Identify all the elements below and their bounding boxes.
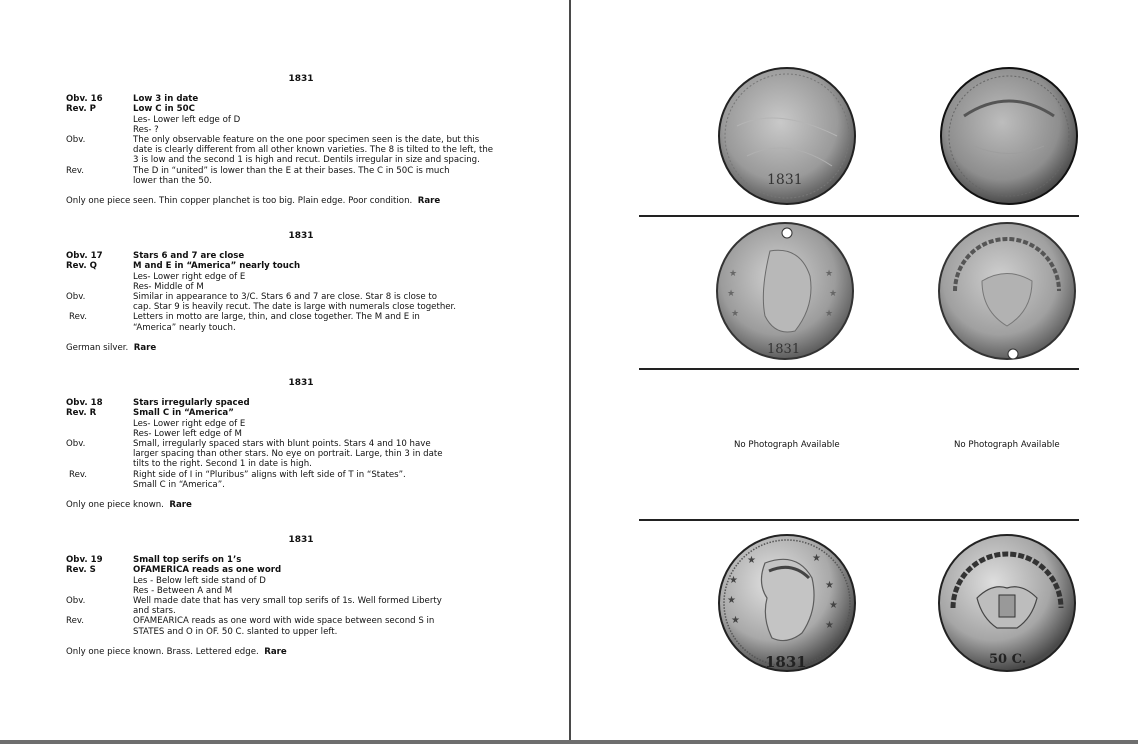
description-line: and stars. <box>133 606 176 617</box>
right-page <box>571 0 1138 740</box>
obverse-row <box>66 398 506 408</box>
reverse-key: Rev. S <box>66 565 96 576</box>
row-divider <box>639 215 1079 217</box>
svg-text:★: ★ <box>825 309 834 319</box>
description-line: “America” nearly touch. <box>133 322 236 333</box>
les-text: Les - Below left side stand of D <box>133 575 266 586</box>
entry-note <box>66 647 506 657</box>
description-line: 3 is low and the second 1 is high and recut. Dentils irregular in size and spacing. <box>133 155 480 166</box>
coin-date-text: 1831 <box>767 172 803 188</box>
entry-year: 1831 <box>288 378 314 388</box>
les-row <box>66 115 506 125</box>
coin-obverse-photo <box>717 66 857 206</box>
obverse-title: Stars irregularly spaced <box>133 398 250 409</box>
svg-text:★: ★ <box>727 595 736 606</box>
rarity-label: Rare <box>264 646 287 657</box>
reverse-description <box>66 470 506 490</box>
note-text: Only one piece known. <box>66 500 164 511</box>
obverse-key: Obv. 19 <box>66 555 103 566</box>
entry-year: 1831 <box>288 535 314 545</box>
reverse-row <box>66 565 506 575</box>
obverse-key: Obv. 17 <box>66 251 103 262</box>
description-line: date is clearly different from all other known varieties. The 8 is tilted to the left, the <box>133 145 494 156</box>
reverse-label: Rev. <box>69 312 88 323</box>
description-line: larger spacing than other stars. No eye on portrait. Large, thin 3 in date <box>133 449 443 460</box>
obverse-description <box>66 135 506 166</box>
res-text: Res- ? <box>133 124 159 135</box>
variety-entry <box>66 378 506 510</box>
reverse-label: Rev. <box>66 165 85 176</box>
reverse-key: Rev. R <box>66 408 97 419</box>
reverse-label: Rev. <box>69 469 88 480</box>
svg-text:★: ★ <box>727 289 736 299</box>
obverse-row <box>66 555 506 565</box>
reverse-title: Low C in 50C <box>133 104 195 115</box>
svg-text:★: ★ <box>825 269 834 279</box>
entry-year: 1831 <box>288 231 314 241</box>
coin-reverse-photo <box>939 66 1079 206</box>
description-line: Right side of I in “Pluribus” aligns with left side of T in “States”. <box>133 469 406 480</box>
obverse-label: Obv. <box>66 439 86 450</box>
reverse-title: Small C in “America” <box>133 408 234 419</box>
les-row <box>66 272 506 282</box>
les-row <box>66 419 506 429</box>
entry-note <box>66 343 506 353</box>
rarity-label: Rare <box>417 196 441 207</box>
description-line: Small C in “America”. <box>133 479 225 490</box>
row-divider <box>639 519 1079 521</box>
reverse-row <box>66 408 506 418</box>
description-line: Small, irregularly spaced stars with blunt points. Stars 4 and 10 have <box>133 439 431 450</box>
obverse-description <box>66 292 506 312</box>
reverse-key: Rev. Q <box>66 261 97 272</box>
reverse-label: Rev. <box>66 616 85 627</box>
les-text: Les- Lower right edge of E <box>133 271 246 282</box>
obverse-key: Obv. 18 <box>66 398 103 409</box>
obverse-title: Stars 6 and 7 are close <box>133 251 245 262</box>
les-text: Les- Lower left edge of D <box>133 114 241 125</box>
svg-text:★: ★ <box>731 615 740 626</box>
description-line: lower than the 50. <box>133 175 212 186</box>
no-photo-obverse: No Photograph Available <box>734 440 840 450</box>
note-text: Only one piece seen. Thin copper planchet is too big. Plain edge. Poor condition. <box>66 196 413 207</box>
row-divider <box>639 368 1079 370</box>
note-text: German silver. <box>66 342 129 353</box>
reverse-title: M and E in “America” nearly touch <box>133 261 301 272</box>
description-line: The only observable feature on the one poor specimen seen is the date, but this <box>133 135 480 146</box>
svg-text:★: ★ <box>747 555 756 566</box>
description-line: OFAMEARICA reads as one word with wide space between second S in <box>133 616 435 627</box>
reverse-row <box>66 104 506 114</box>
obverse-description <box>66 596 506 616</box>
svg-text:★: ★ <box>829 600 838 611</box>
coin-denomination-text: 50 C. <box>989 652 1027 667</box>
no-photo-reverse: No Photograph Available <box>954 440 1060 450</box>
svg-text:★: ★ <box>825 580 834 591</box>
variety-entry <box>66 74 506 206</box>
bottom-bar <box>0 740 1138 744</box>
svg-text:★: ★ <box>729 575 738 586</box>
reverse-description <box>66 312 506 332</box>
res-text: Res- Lower left edge of M <box>133 428 242 439</box>
description-line: The D in “united” is lower than the E at their bases. The C in 50C is much <box>133 165 450 176</box>
obverse-label: Obv. <box>66 596 86 607</box>
res-text: Res - Between A and M <box>133 585 233 596</box>
entry-note <box>66 196 506 206</box>
rarity-label: Rare <box>133 342 157 353</box>
res-row <box>66 429 506 439</box>
svg-text:★: ★ <box>829 289 838 299</box>
obverse-title: Low 3 in date <box>133 94 199 105</box>
description-line: STATES and O in OF. 50 C. slanted to upper left. <box>133 626 338 637</box>
description-line: Well made date that has very small top serifs of 1s. Well formed Liberty <box>133 596 442 607</box>
description-line: Letters in motto are large, thin, and close together. The M and E in <box>133 312 420 323</box>
reverse-description <box>66 616 506 636</box>
obverse-label: Obv. <box>66 135 86 146</box>
res-text: Res- Middle of M <box>133 281 204 292</box>
left-page <box>0 0 569 740</box>
description-line: Similar in appearance to 3/C. Stars 6 and 7 are close. Star 8 is close to <box>133 292 437 303</box>
obverse-row <box>66 94 506 104</box>
coin-reverse-photo <box>937 533 1077 673</box>
variety-entry <box>66 231 506 353</box>
entry-note <box>66 500 506 510</box>
obverse-row <box>66 251 506 261</box>
svg-text:★: ★ <box>825 620 834 631</box>
res-row <box>66 282 506 292</box>
obverse-label: Obv. <box>66 292 86 303</box>
reverse-title: OFAMERICA reads as one word <box>133 565 282 576</box>
reverse-key: Rev. P <box>66 104 96 115</box>
res-row <box>66 125 506 135</box>
obverse-key: Obv. 16 <box>66 94 103 105</box>
coin-obverse-photo <box>717 533 857 673</box>
svg-text:★: ★ <box>731 309 740 319</box>
obverse-description <box>66 439 506 470</box>
note-text: Only one piece known. Brass. Lettered edge. <box>66 646 259 657</box>
coin-date-text: 1831 <box>767 342 801 357</box>
obverse-title: Small top serifs on 1’s <box>133 555 242 566</box>
entry-year: 1831 <box>288 74 314 84</box>
res-row <box>66 586 506 596</box>
variety-entry <box>66 535 506 657</box>
svg-text:★: ★ <box>812 553 821 564</box>
coin-obverse-photo <box>715 221 855 361</box>
les-row <box>66 576 506 586</box>
description-line: cap. Star 9 is heavily recut. The date is large with numerals close together. <box>133 302 457 313</box>
coin-date-text: 1831 <box>765 653 807 671</box>
reverse-row <box>66 261 506 271</box>
svg-text:★: ★ <box>729 269 738 279</box>
coin-reverse-photo <box>937 221 1077 361</box>
rarity-label: Rare <box>169 500 192 511</box>
description-line: tilts to the right. Second 1 in date is high. <box>133 459 312 470</box>
reverse-description <box>66 166 506 186</box>
les-text: Les- Lower right edge of E <box>133 418 246 429</box>
